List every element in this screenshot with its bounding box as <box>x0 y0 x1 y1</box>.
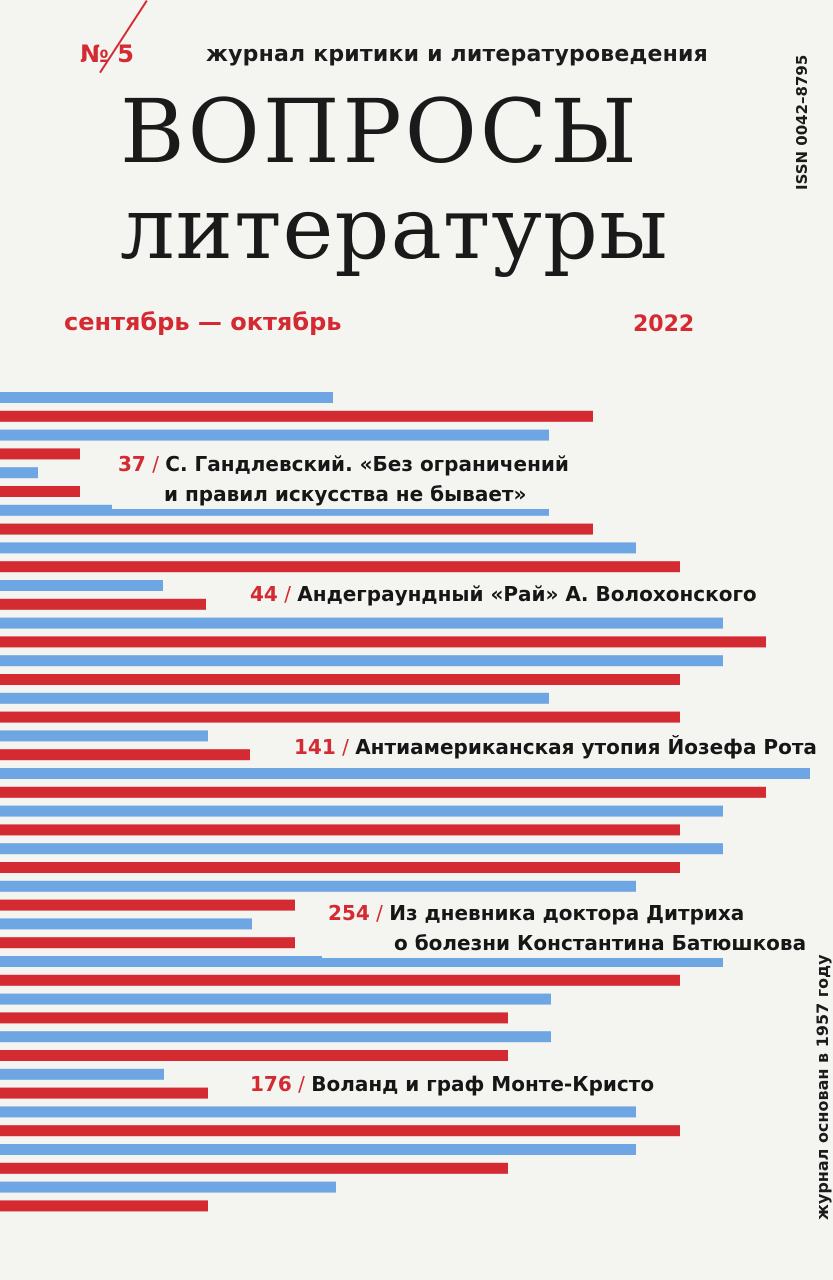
toc-page: 44 <box>250 582 278 606</box>
blue-stripe <box>0 392 333 403</box>
blue-stripe <box>0 843 723 854</box>
toc-title: Из дневника доктора Дитриха <box>389 901 745 925</box>
red-stripe <box>0 1200 208 1211</box>
red-stripe <box>0 937 295 948</box>
blue-stripe <box>0 1106 636 1117</box>
title-line-2: литературы <box>120 179 669 279</box>
toc-title: Антиамериканская утопия Йозефа Рота <box>355 735 817 759</box>
red-stripe <box>0 674 680 685</box>
red-stripe <box>0 561 680 572</box>
issue-months: сентябрь — октябрь <box>64 308 342 336</box>
toc-page: 141 <box>294 735 336 759</box>
toc-title: Воланд и граф Монте-Кристо <box>311 1072 655 1096</box>
red-stripe <box>0 862 680 873</box>
blue-stripe <box>0 542 636 553</box>
red-stripe <box>0 448 80 459</box>
red-stripe <box>0 411 593 422</box>
blue-stripe <box>0 1144 636 1155</box>
blue-stripe <box>0 1069 164 1080</box>
red-stripe <box>0 712 680 723</box>
blue-stripe <box>0 881 636 892</box>
blue-stripe <box>0 693 549 704</box>
blue-stripe <box>0 806 723 817</box>
founded-label: журнал основан в 1957 году <box>813 954 832 1220</box>
red-stripe <box>0 900 295 911</box>
red-stripe <box>0 787 766 798</box>
red-stripe <box>0 1012 508 1023</box>
blue-stripe <box>0 918 252 929</box>
red-stripe <box>0 1088 208 1099</box>
red-stripe <box>0 636 766 647</box>
red-stripe <box>0 524 593 535</box>
blue-stripe <box>0 655 723 666</box>
toc-title: Андеграундный «Рай» А. Волохонского <box>297 582 757 606</box>
toc-item-1: 37 / С. Гандлевский. «Без ограничений и правил искусства не бывает» <box>112 449 575 509</box>
issn-label: ISSN 0042–8795 <box>793 54 811 190</box>
red-stripe <box>0 975 680 986</box>
toc-item-5: 176 / Воланд и граф Монте-Кристо <box>244 1069 660 1099</box>
issue-number: № 5 <box>80 40 134 68</box>
blue-stripe <box>0 994 551 1005</box>
red-stripe <box>0 749 250 760</box>
toc-page: 176 <box>250 1072 292 1096</box>
toc-title-cont: и правил искусства не бывает» <box>164 482 527 506</box>
blue-stripe <box>0 768 810 779</box>
blue-stripe <box>0 580 163 591</box>
toc-item-2: 44 / Андеграундный «Рай» А. Волохонского <box>244 579 763 609</box>
blue-stripe <box>0 1182 336 1193</box>
blue-stripe <box>0 618 723 629</box>
toc-title: С. Гандлевский. «Без ограничений <box>165 452 569 476</box>
blue-stripe <box>0 730 208 741</box>
red-stripe <box>0 1050 508 1061</box>
toc-item-3: 141 / Антиамериканская утопия Йозефа Рота <box>288 732 823 762</box>
red-stripe <box>0 486 80 497</box>
toc-title-cont: о болезни Константина Батюшкова <box>394 931 807 955</box>
red-stripe <box>0 824 680 835</box>
toc-page: 254 <box>328 901 370 925</box>
red-stripe <box>0 599 206 610</box>
toc-page: 37 <box>118 452 146 476</box>
journal-subtitle: журнал критики и литературоведения <box>206 42 708 67</box>
red-stripe <box>0 1163 508 1174</box>
red-stripe <box>0 1125 680 1136</box>
blue-stripe <box>0 430 549 441</box>
title-line-1: ВОПРОСЫ <box>120 80 640 183</box>
blue-stripe <box>0 467 38 478</box>
toc-item-4: 254 / Из дневника доктора Дитриха о болезни Константина Батюшкова <box>322 898 812 958</box>
issue-year: 2022 <box>633 312 695 337</box>
blue-stripe <box>0 1031 551 1042</box>
